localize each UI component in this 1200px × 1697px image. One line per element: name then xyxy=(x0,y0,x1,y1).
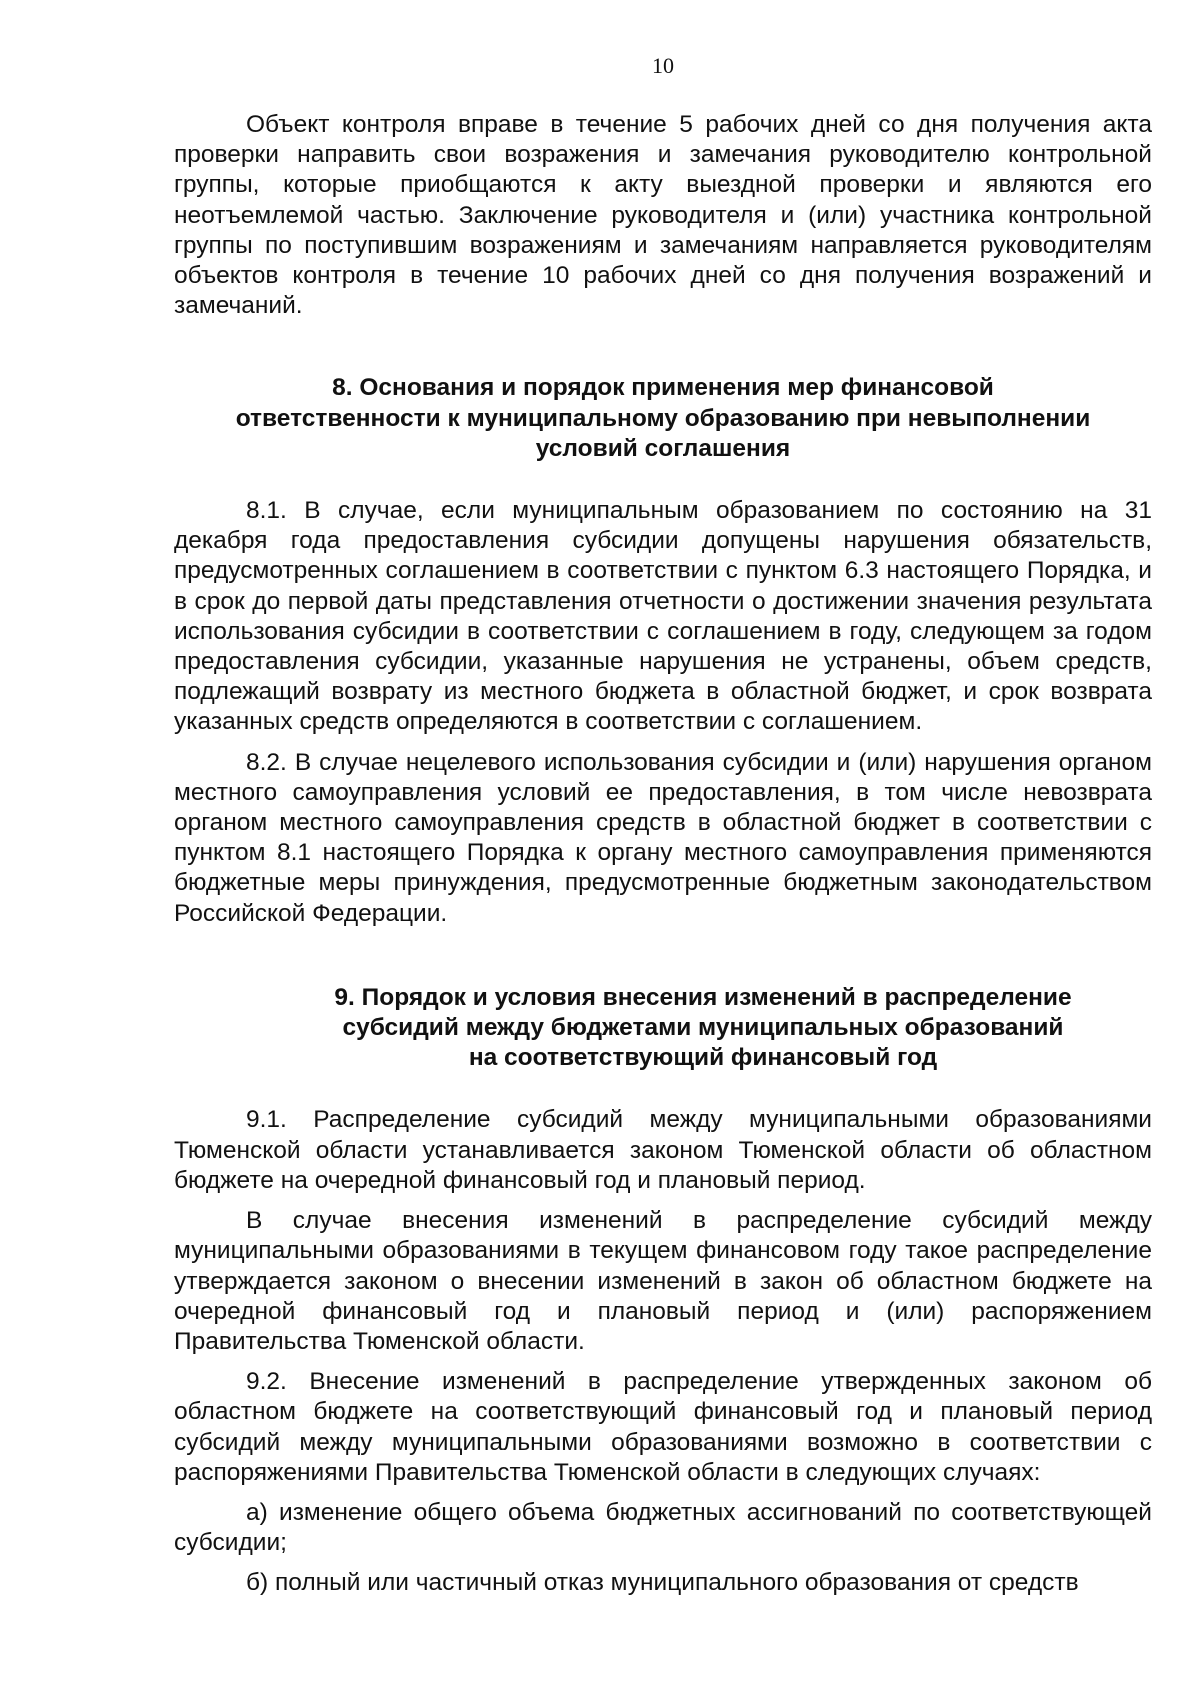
heading-line: условий соглашения xyxy=(535,434,791,462)
paragraph-9-2-b: б) полный или частичный отказ муниципального образования от средств xyxy=(246,1569,1079,1597)
section-8-heading xyxy=(174,373,1152,464)
heading-line: субсидий между бюджетами муниципальных образований xyxy=(342,1014,1064,1042)
paragraph-8-2: 8.2. В случае нецелевого использования субсидии и (или) нарушения органом местного самоуправления условий ее предоставления, в том числе невозврата органом местного самоуправления средств в областной бюджет в соответствии с пунктом 8.1 настоящего Порядка к органу местного самоуправления применяются бюджетные меры принуждения, предусмотренные бюджетным законодательством Российской Федерации. xyxy=(174,748,1152,927)
paragraph-8-1: 8.1. В случае, если муниципальным образованием по состоянию на 31 декабря года предоставления субсидии допущены нарушения обязательств, предусмотренных соглашением в соответствии с пунктом 6.3 настоящего Порядка, и в срок до первой даты представления отчетности о достижении значения результата использования субсидии в соответствии с соглашением в году, следующем за годом предоставления субсидии, указанные нарушения не устранены, объем средств, подлежащий возврату из местного бюджета в областной бюджет, и срок возврата указанных средств определяются в соответствии с соглашением. xyxy=(174,497,1152,736)
heading-line: 9. Порядок и условия внесения изменений в распределение xyxy=(334,983,1072,1011)
paragraph-9-1: 9.1. Распределение субсидий между муниципальными образованиями Тюменской области устанавливается законом Тюменской области об областном бюджете на очередной финансовый год и плановый период. xyxy=(174,1106,1152,1194)
document-content xyxy=(174,52,1152,1599)
section-9-heading xyxy=(174,983,1152,1074)
page-number: 10 xyxy=(652,53,674,78)
paragraph-objection-rights: Объект контроля вправе в течение 5 рабочих дней со дня получения акта проверки направить свои возражения и замечания руководителю контрольной группы, которые приобщаются к акту выездной проверки и являются его неотъемлемой частью. Заключение руководителя и (или) участника контрольной группы по поступившим возражениям и замечаниям направляется руководителям объектов контроля в течение 10 рабочих дней со дня получения возражений и замечаний. xyxy=(174,111,1152,320)
paragraph-9-2-a: а) изменение общего объема бюджетных ассигнований по соответствующей субсидии; xyxy=(174,1498,1152,1557)
paragraph-9-1-changes: В случае внесения изменений в распределение субсидий между муниципальными образованиями в текущем финансовом году такое распределение утверждается законом о внесении изменений в закон об областном бюджете на очередной финансовый год и плановый период и (или) распоряжением Правительства Тюменской области. xyxy=(174,1207,1152,1355)
heading-line: 8. Основания и порядок применения мер финансовой xyxy=(332,374,994,402)
heading-line: ответственности к муниципальному образованию при невыполнении xyxy=(235,404,1091,432)
paragraph-9-2: 9.2. Внесение изменений в распределение утвержденных законом об областном бюджете на соответствующий финансовый год и плановый период субсидий между муниципальными образованиями возможно в соответствии с распоряжениями Правительства Тюменской области в следующих случаях: xyxy=(174,1368,1152,1486)
heading-line: на соответствующий финансовый год xyxy=(468,1044,938,1072)
